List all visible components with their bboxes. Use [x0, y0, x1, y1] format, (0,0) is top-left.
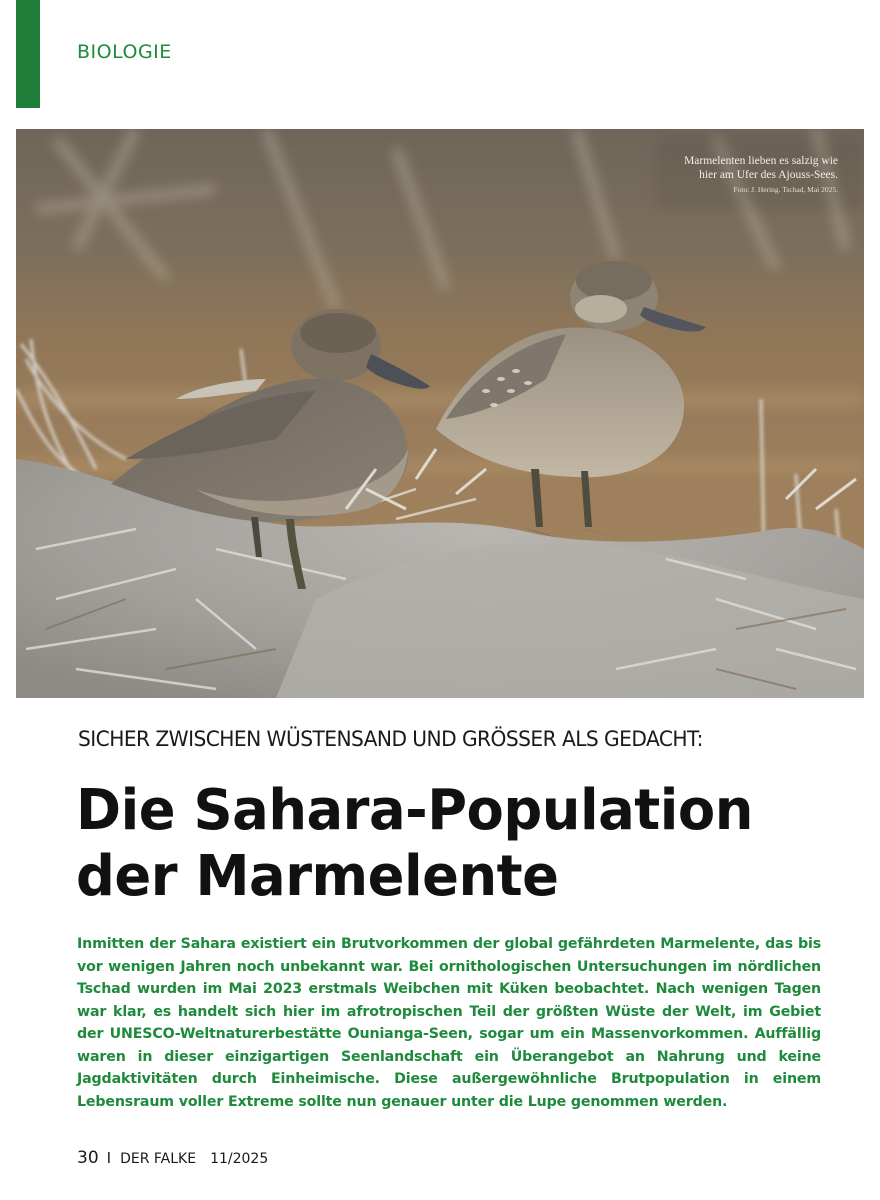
section-label: BIOLOGIE	[77, 41, 172, 63]
photo-caption	[684, 154, 838, 197]
caption-line-2: hier am Ufer des Ajouss-Sees.	[699, 169, 838, 181]
article-photo	[16, 129, 864, 698]
page-number: 30	[77, 1148, 99, 1168]
photo-credit: Foto: J. Hering. Tschad, Mai 2025.	[733, 185, 838, 194]
marbled-ducks-photo	[16, 129, 864, 698]
issue-number: 11/2025	[210, 1151, 269, 1167]
magazine-name: DER FALKE	[120, 1151, 197, 1167]
headline-line-1: Die Sahara-Population	[76, 778, 753, 843]
headline-line-2: der Marmelente	[76, 844, 559, 909]
article-kicker: SICHER ZWISCHEN WÜSTENSAND UND GRÖSSER ALS GEDACHT:	[78, 727, 703, 752]
page-footer	[77, 1148, 268, 1168]
section-accent-bar	[16, 0, 40, 108]
caption-line-1: Marmelenten lieben es salzig wie	[684, 155, 838, 167]
article-headline	[76, 778, 774, 910]
article-lead-paragraph: Inmitten der Sahara existiert ein Brutvorkommen der global gefährdeten Marmelente, das bis vor wenigen Jahren noch unbekannt war. Bei ornithologischen Untersuchungen im nördlichen Tschad wurden im Mai 2023 erstmals Weibchen mit Küken beobachtet. Nach wenigen Tagen war klar, es handelt sich hier im afrotropischen Teil der größten Wüste der Welt, im Gebiet der UNESCO-Weltnaturerbestätte Ounianga-Seen, sogar um ein Massenvorkommen. Auffällig waren in dieser einzigartigen Seenlandschaft ein Überangebot an Nahrung und keine Jagdaktivitäten durch Einheimische. Diese außergewöhnliche Brutpopulation in einem Lebensraum voller Extreme sollte nun genauer unter die Lupe genommen werden.	[77, 936, 821, 1110]
footer-separator: I	[106, 1149, 112, 1167]
